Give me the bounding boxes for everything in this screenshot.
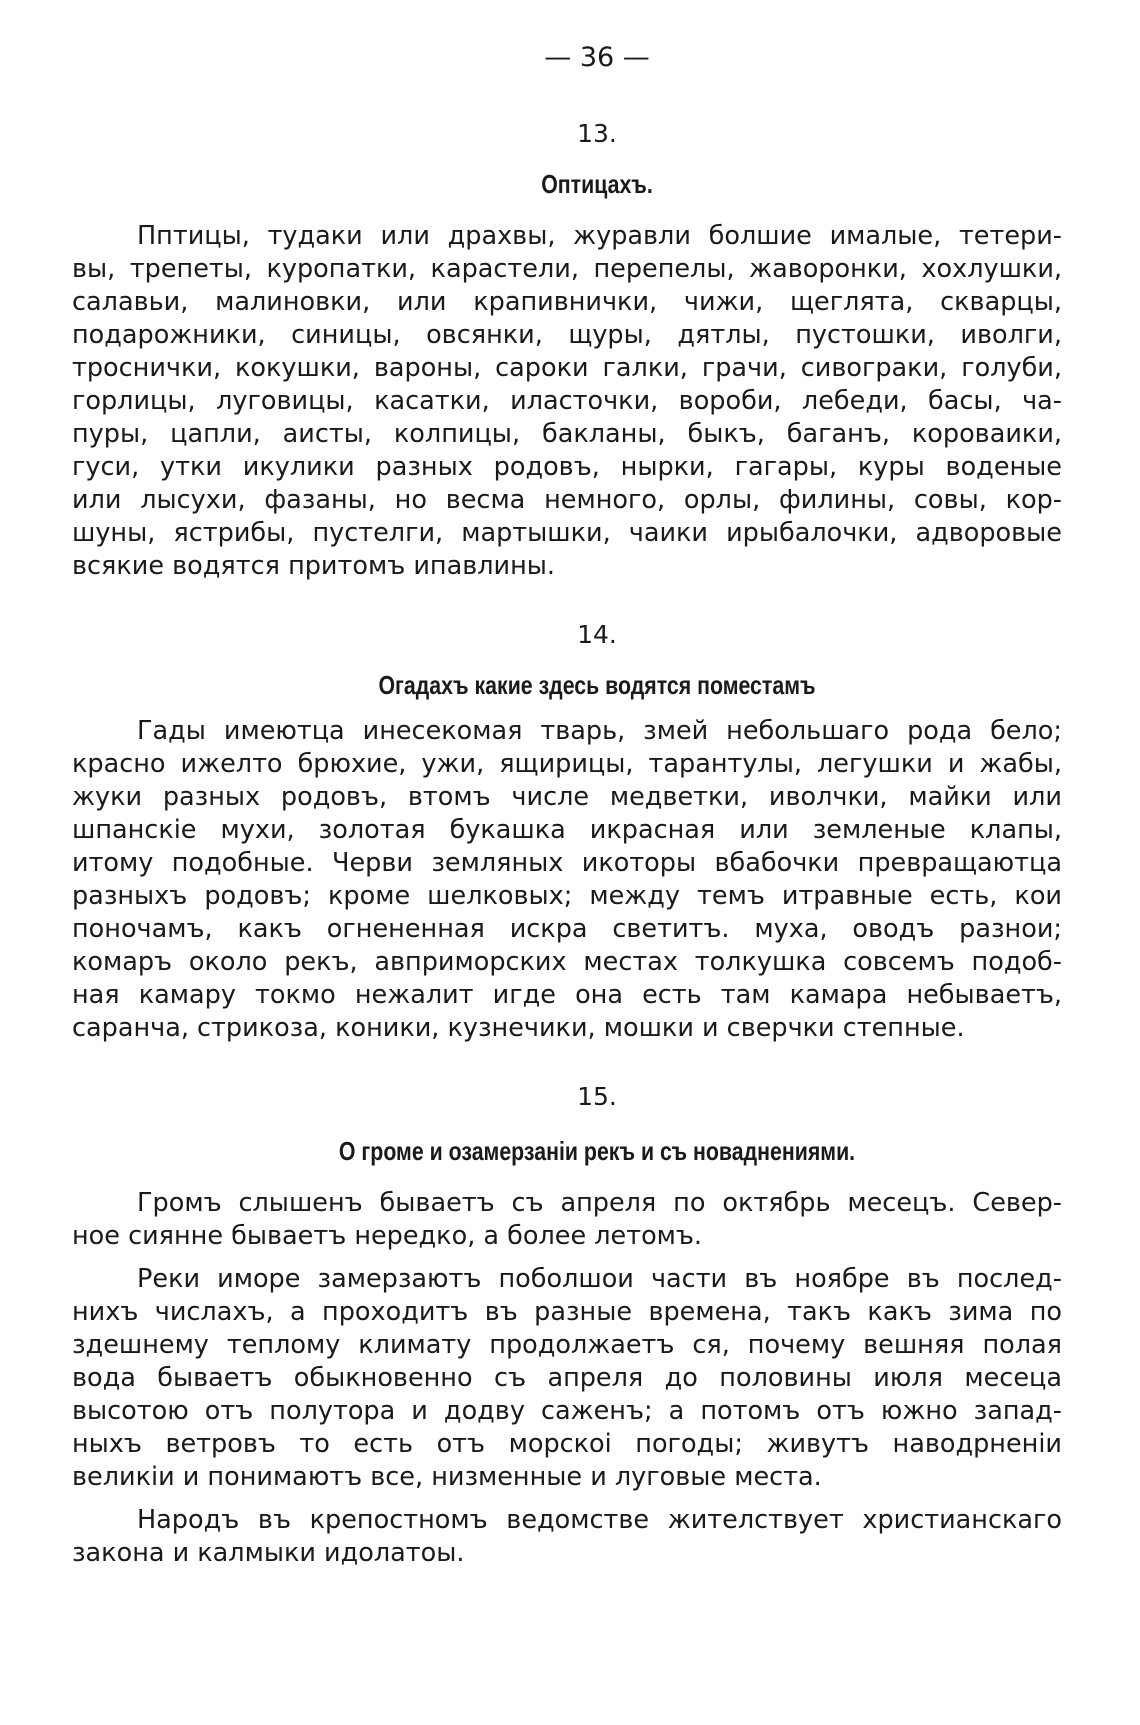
section-3	[72, 1079, 1062, 1570]
text-line: вода бываетъ обыкновенно съ апреля до половины июля месеца	[72, 1363, 1062, 1393]
page-number: — 36 —	[544, 42, 650, 73]
paragraph	[72, 1504, 1062, 1570]
section-title: Оптицахъ.	[541, 169, 653, 199]
text-line: Гады имеютца инесекомая тварь, змей небольшаго рода бело;	[137, 716, 1062, 746]
paragraph	[72, 1263, 1062, 1494]
text-line: ныхъ ветровъ то есть отъ морскоi погоды; живутъ наводрненiи	[72, 1429, 1062, 1459]
text-line: закона и калмыки идолатоы.	[72, 1538, 465, 1568]
section-title: Огадахъ какие здесь водятся поместамъ	[378, 670, 816, 700]
text-line: Реки иморе замерзаютъ поболшои части въ ноябре въ послед-	[137, 1264, 1062, 1294]
text-line: ное сиянне бываетъ нередко, а более летомъ.	[72, 1221, 703, 1251]
text-line: троснички, кокушки, вароны, сароки галки, грачи, сивограки, голуби,	[72, 353, 1062, 383]
section-1	[72, 116, 1062, 583]
section-number: 13.	[577, 119, 617, 148]
text-line: салавьи, малиновки, или крапивнички, чижи, щеглята, скварцы,	[72, 287, 1062, 317]
text-line: шпанскiе мухи, золотая букашка икрасная или земленые клапы,	[72, 815, 1062, 845]
text-line: поночамъ, какъ огнененная искра светитъ. муха, оводъ разнои;	[72, 914, 1062, 944]
text-line: или лысухи, фазаны, но весма немного, орлы, филины, совы, кор-	[72, 485, 1062, 515]
text-line: высотою отъ полутора и додву саженъ; а потомъ отъ южно запад-	[72, 1396, 1062, 1426]
text-line: шуны, ястрибы, пустелги, мартышки, чаики ирыбалочки, адворовые	[72, 518, 1062, 548]
paragraph	[72, 715, 1062, 1045]
paragraph	[72, 1187, 1062, 1253]
document-page	[72, 40, 1062, 1570]
text-line: саранча, стрикоза, коники, кузнечики, мошки и сверчки степные.	[72, 1013, 965, 1043]
text-line: вы, трепеты, куропатки, карастели, перепелы, жаворонки, хохлушки,	[72, 254, 1062, 284]
section-2	[72, 617, 1062, 1045]
text-line: великiи и понимаютъ все, низменные и луговые места.	[72, 1462, 822, 1492]
text-line: горлицы, луговицы, касатки, иласточки, вороби, лебеди, басы, ча-	[72, 386, 1062, 416]
section-title: О громе и озамерзанiи рекъ и съ новаднениями.	[338, 1136, 856, 1166]
text-line: комаръ около рекъ, авприморских местах толкушка совсемъ подоб-	[72, 947, 1062, 977]
text-line: нихъ числахъ, а проходитъ въ разные времена, такъ какъ зима по	[72, 1297, 1062, 1327]
section-number: 15.	[577, 1082, 617, 1111]
text-line: пуры, цапли, аисты, колпицы, бакланы, быкъ, баганъ, короваики,	[72, 419, 1062, 449]
text-line: ная камару токмо нежалит игде она есть там камара небываетъ,	[72, 980, 1062, 1010]
sections-container	[72, 116, 1062, 1570]
text-line: красно ижелто брюхие, ужи, ящирицы, тарантулы, легушки и жабы,	[72, 749, 1062, 779]
text-line: Громъ слышенъ бываетъ съ апреля по октябрь месецъ. Север-	[137, 1188, 1062, 1218]
text-line: итому подобные. Черви земляных икоторы вбабочки превращаютца	[72, 848, 1062, 878]
text-line: гуси, утки икулики разных родовъ, нырки, гагары, куры воденые	[72, 452, 1062, 482]
text-line: жуки разных родовъ, втомъ числе медветки, иволчки, майки или	[72, 782, 1062, 812]
text-line: всякие водятся притомъ ипавлины.	[72, 551, 556, 581]
text-line: Народъ въ крепостномъ ведомстве жителствует христианскаго	[137, 1505, 1062, 1535]
paragraph	[72, 220, 1062, 583]
text-line: здешнему теплому климату продолжаетъ ся, почему вешняя полая	[72, 1330, 1062, 1360]
text-line: Пптицы, тудаки или драхвы, журавли болшие ималые, тетери-	[137, 221, 1062, 251]
text-line: разныхъ родовъ; кроме шелковых; между темъ итравные есть, кои	[72, 881, 1062, 911]
section-number: 14.	[577, 620, 617, 649]
text-line: подарожники, синицы, овсянки, щуры, дятлы, пустошки, иволги,	[72, 320, 1062, 350]
